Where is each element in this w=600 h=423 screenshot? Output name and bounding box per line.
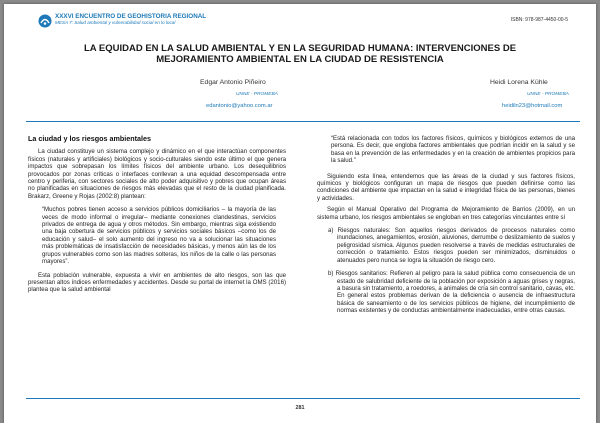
paragraph: Siguiendo esta línea, entendemos que las áreas de la ciudad y sus factores físicos, químicos y biológicos configuran un mapa de riesgos que pueden definirse como las condiciones del ambiente que impactan en la salud e integridad física de las personas, bienes y actividades.	[317, 172, 575, 202]
conference-name: XXXVI ENCUENTRO DE GEOHISTORIA REGIONAL	[55, 13, 207, 20]
paper-title: LA EQUIDAD EN LA SALUD AMBIENTAL Y EN LA SEGURIDAD HUMANA: INTERVENCIONES DE MEJORAMIENTO AMBIENTAL EN LA CIUDAD DE RESISTENCIA	[83, 43, 517, 65]
isbn: ISBN: 978-987-4450-00-5	[510, 17, 568, 23]
paragraph: La ciudad constituye un sistema complejo y dinámico en el que interactúan componentes físicos (naturales y artificiales) biológicos y socio-culturales siendo este último el que genera impactos que sobrepasan los límites físicos del ambiente urbano. Los desequilibrios provocados por zonas críticas o interfaces conllevan a una equidad descompensada entre centro y periferia, con sectores sociales de alto poder adquisitivo y pobres que ocupan áreas no planificadas en situaciones de riesgos más elevadas que el resto de la ciudad planificada. Brakarz, Greene y Rojas (2002:8) plantean:	[28, 148, 286, 200]
list-item-sanitary-risks: b) Riesgos sanitarios: Refieren al peligro para la salud pública como consecuencia de un estado de salubridad deficiente de la población por exposición a aguas grises y negras, a basura sin tratamiento, a roedores, a animales de cría sin control sanitario, cavas, etc. En general estos problemas derivan de la deficiencia o ausencia de infraestructura básica de saneamiento o de los servicios públicos de higiene, del incumplimiento de normas existentes y de conductas ambientalmente inadecuadas, entre otras causas.	[328, 270, 575, 315]
author-affiliation-1: UNNE - PROMEBA	[236, 92, 278, 97]
session-name: MESA 7: Salud ambiental y vulnerabilidad social en lo local	[55, 20, 176, 25]
author-name-1: Edgar Antonio Piñeiro	[200, 79, 266, 86]
block-quote: “Está relacionada con todos los factores físicos, químicos y biológicos externos de una persona. Es decir, que engloba factores ambientales que podrían incidir en la salud y se basa en la prevención de las enfermedades y en la creación de ambientes propicios para la salud.”	[331, 135, 575, 165]
divider-top	[26, 121, 580, 122]
right-column	[317, 135, 575, 317]
conference-header	[38, 11, 568, 33]
document-page	[4, 4, 596, 423]
conference-logo-icon	[38, 14, 52, 28]
paragraph: Según el Manual Operativo del Programa de Mejoramiento de Barrios (2009), en un sistema urbano, los riesgos ambientales se engloban en tres categorías vinculantes entre sí	[317, 206, 575, 221]
author-email-2[interactable]: heidiln23@hotmail.com	[502, 103, 563, 109]
section-title: La ciudad y los riesgos ambientales	[28, 134, 152, 143]
block-quote: “Muchos pobres tienen acceso a servicios públicos domiciliarios – la mayoría de las veces de modo informal o irregular– mediante conexiones clandestinas, servicios privados de entrega de agua y otros métodos. Sin embargo, mientras siga existiendo una baja cobertura de servicios públicos y servicios sociales básicos –como los de educación y salud– el solo aumento del ingreso no va a solucionar las situaciones más problemáticas de insatisfacción de necesidades básicas, y menos aún las de los grupos vulnerables como son las madres solteras, los niños de la calle o las personas mayores”.	[42, 206, 276, 266]
paragraph: Esta población vulnerable, expuesta a vivir en ambientes de alto riesgos, son las que presentan altos índices enfermedades y accidentes. Desde su portal de internet la OMS (2016) plantea que la salud ambiental	[28, 271, 286, 294]
list-item-natural-risks: a) Riesgos naturales: Son aquellos riesgos derivados de procesos naturales como inundaciones, anegamientos, erosión, aluviones, derrumbe o deslizamiento de suelos y peligrosidad sísmica. Algunos pueden resolverse a través de medidas estructurales de corrección o tratamiento. Estos riesgos pueden ser minimizados, disminuidos o atenuados pero nunca se logra la situación de riesgo cero.	[328, 227, 575, 264]
author-affiliation-2: UNNE - PROMEBA	[527, 92, 569, 97]
left-column	[28, 135, 286, 298]
divider-bottom	[26, 398, 580, 399]
page-number: 281	[295, 405, 305, 411]
author-name-2: Heidi Lorena Kühle	[490, 79, 548, 86]
author-email-1[interactable]: edantonio@yahoo.com.ar	[206, 103, 273, 109]
